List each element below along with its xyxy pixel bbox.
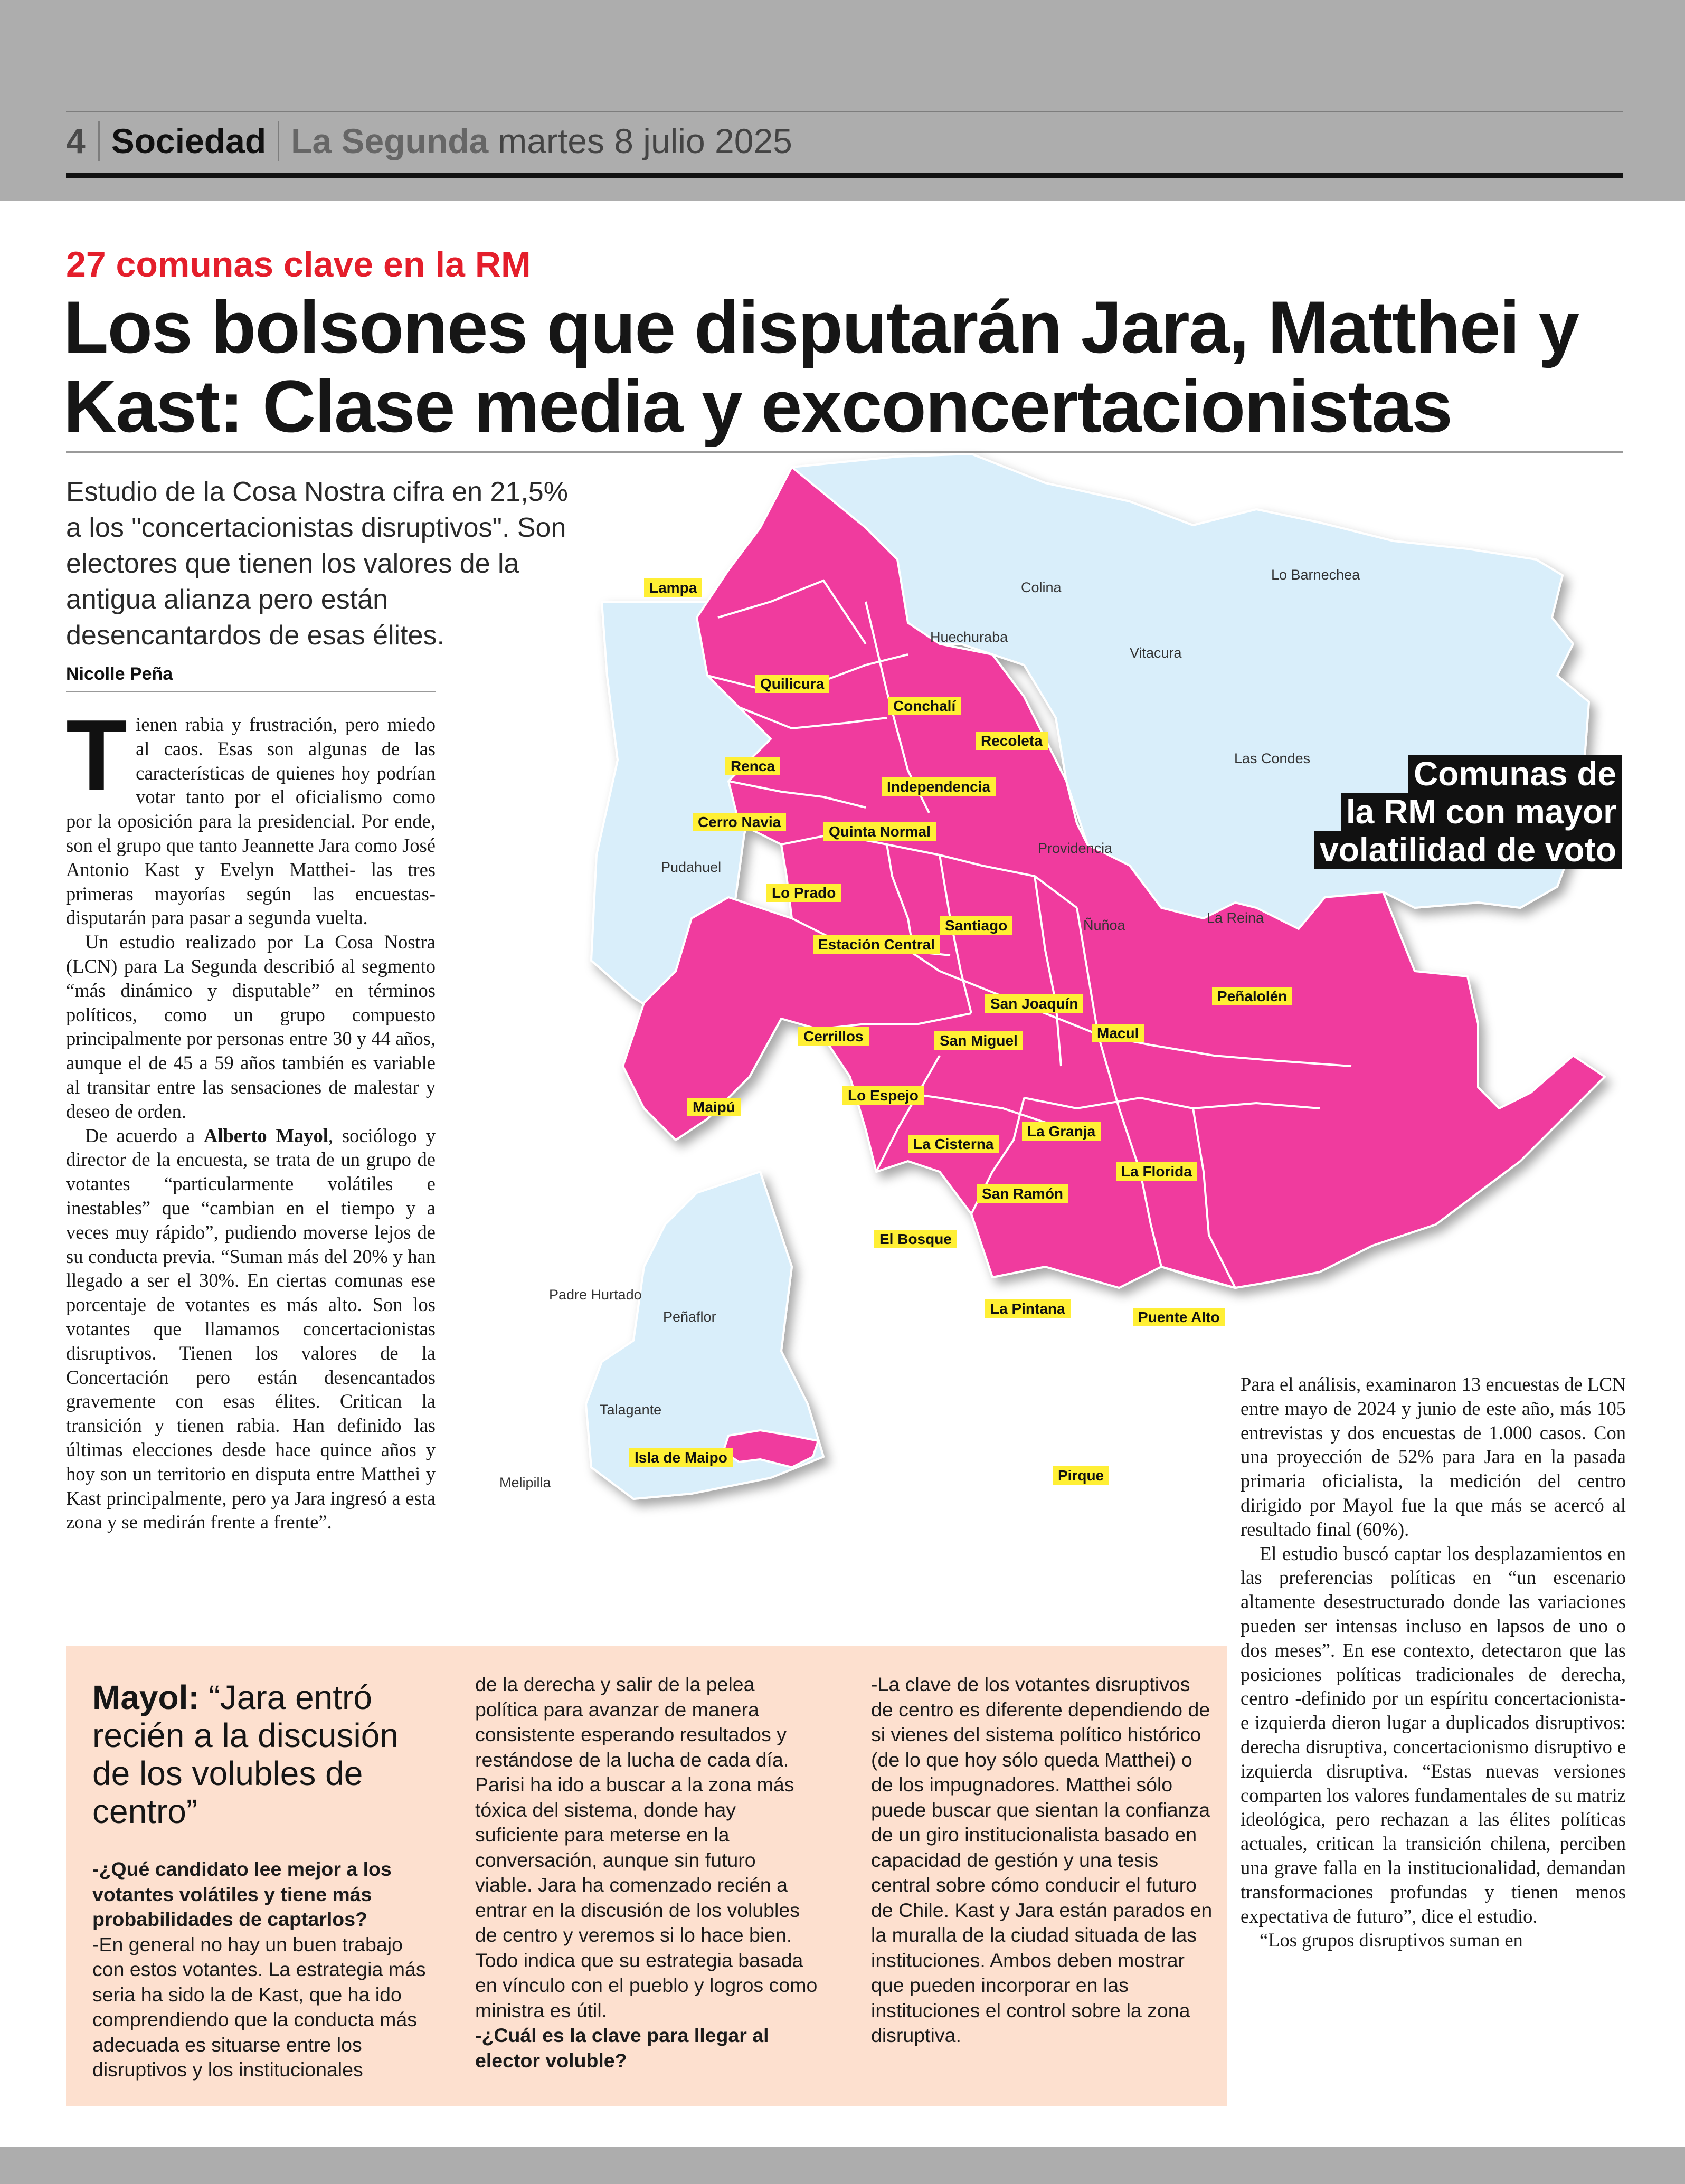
label-penaflor: Peñaflor — [663, 1309, 716, 1325]
label-melipilla: Melipilla — [499, 1475, 551, 1490]
source-name: Alberto Mayol — [204, 1124, 328, 1146]
paragraph — [66, 699, 436, 930]
label-nunoa: Ñuñoa — [1083, 917, 1125, 933]
label-cerro-navia: Cerro Navia — [693, 813, 786, 831]
label-lo-prado: Lo Prado — [766, 884, 841, 902]
answer: -La clave de los votantes disruptivos de centro es diferente dependiendo de si vienes del sistema político histórico (de lo que hoy sólo queda Matthei) o de los impugnadores. Matthei sólo puede buscar que sientan la confianza de un giro institucionalista basado en capacidad de gestión y una tesis central sobre cómo conducir el futuro de Chile. Kast y Jara están parados en la muralla de la ciudad situada de las instituciones. Ambos deben mostrar que pueden incorporar en las instituciones el control sobre la zona disruptiva. — [871, 1673, 1213, 2046]
label-quilicura: Quilicura — [755, 675, 829, 693]
label-independencia: Independencia — [882, 777, 996, 796]
section-name: Sociedad — [100, 121, 279, 161]
paragraph-text: , sociólogo y director de la encuesta, se trata de un grupo de votantes “particularmente volátiles e inestables” que “cambian en el tiempo y a veces muy rápido”, pudiendo moverse lejos de su conducta previa. “Suman más del 20% y han llegado a ser el 30%. En ciertas comunas ese porcentaje de votantes es más alto. Son los votantes que llamamos concertacionistas disruptivos. Tienen los valores de la Concertación pero están desencantados gravemente con esas élites. Critican la transición y tienen rabia. Han definido las últimas elecciones desde hace quince años y hoy son un territorio en disputa entre Matthei y Kast principalmente, pero ya Jara ingresó a esta zona y se medirán frente a frente”. — [66, 1124, 436, 1533]
label-lampa: Lampa — [644, 578, 702, 597]
label-la-florida: La Florida — [1116, 1162, 1197, 1181]
label-colina: Colina — [1021, 580, 1062, 595]
paragraph-text: De acuerdo a — [85, 1124, 204, 1146]
map-title — [1314, 755, 1622, 869]
label-maipu: Maipú — [687, 1098, 741, 1116]
byline: Nicolle Peña — [66, 664, 173, 684]
paragraph: Para el análisis, examinaron 13 encuestas de LCN entre mayo de 2024 y junio de este año, más 105 entrevistas y dos encuestas de 1.000 casos. Con una proyección de 52% para Jara en la pasada primaria oficialista, la medición del centro dirigido por Mayol fue la que más se acercó al resultado final (60%). — [1241, 1373, 1626, 1540]
paragraph: Un estudio realizado por La Cosa Nostra (LCN) para La Segunda describió al segmento “más dinámico y disputable” en términos políticos, como un grupo compuesto principalmente por personas entre 30 y 44 años, aunque el de 45 a 59 años también es variable al transitar entre las sensaciones de malestar y deseo de orden. — [66, 931, 436, 1122]
label-san-miguel: San Miguel — [934, 1031, 1023, 1050]
header-band — [0, 0, 1685, 201]
page-number: 4 — [66, 121, 100, 161]
map-title-line: Comunas de — [1408, 755, 1622, 793]
issue-date: martes 8 julio 2025 — [498, 121, 792, 160]
label-la-granja: La Granja — [1022, 1122, 1101, 1141]
label-quinta-normal: Quinta Normal — [823, 822, 936, 841]
label-la-reina: La Reina — [1207, 910, 1264, 926]
article-body — [66, 699, 436, 1534]
paragraph-text: ienen rabia y frustración, pero miedo al caos. Esas son algunas de las características de quienes hoy podrían votar tanto por el oficialismo como por la oposición para la presidencial. Por ende, son el grupo que tanto Jeannette Jara como José Antonio Kast y Evelyn Matthei- las tres primeras mayorías según las encuestas- disputarán para pasar a segunda vuelta. — [66, 714, 436, 929]
paragraph — [66, 1124, 436, 1535]
headline: Los bolsones que disputarán Jara, Matthei y Kast: Clase media y exconcertacionistas — [63, 286, 1579, 448]
interview-headline — [92, 1678, 420, 1830]
label-macul: Macul — [1092, 1024, 1144, 1042]
label-penalolen: Peñalolén — [1212, 987, 1292, 1005]
label-la-pintana: La Pintana — [985, 1299, 1071, 1318]
folio — [66, 117, 792, 165]
interview-name: Mayol: — [92, 1678, 200, 1716]
paragraph: “Los grupos disruptivos suman en — [1260, 1929, 1523, 1951]
label-huechuraba: Huechuraba — [930, 629, 1008, 645]
kicker: 27 comunas clave en la RM — [66, 244, 531, 284]
label-san-ramon: San Ramón — [977, 1184, 1068, 1203]
paragraph: El estudio buscó captar los desplazamientos en las preferencias políticas en “un escenario altamente desestructurado donde las variaciones pueden ser intensas incluso en lapsos de uno o dos meses”. En ese contexto, detectaron que las posiciones políticas tradicionales de derecha, centro -definido por un espíritu concertacionista- e izquierda dieron lugar a duplicados disruptivos: derecha disruptiva, concertacionismo disruptivo e izquierda disruptiva. “Estas nuevas versiones comparten los valores fundamentales de su matriz ideológica, pero rechazan a las élites políticas actuales, critican la transición chilena, perciben una grave falla en la institucionalidad, demandan transformaciones profundas y tienen menos expectativa de futuro”, dice el estudio. — [1241, 1542, 1626, 1927]
interview-col-3 — [871, 1672, 1214, 2048]
footer-band — [0, 2147, 1685, 2184]
deck: Estudio de la Cosa Nostra cifra en 21,5% a los "concertacionistas disruptivos". Son electores que tienen los valores de la antigua alianza pero están desencantardos de esas élites. — [66, 477, 568, 651]
byline-rule — [66, 691, 436, 692]
label-las-condes: Las Condes — [1234, 751, 1311, 766]
label-isla-de-maipo: Isla de Maipo — [629, 1448, 733, 1467]
label-padre-hurtado: Padre Hurtado — [549, 1287, 642, 1303]
article-body-right — [1241, 1372, 1626, 1952]
label-santiago: Santiago — [940, 916, 1012, 935]
label-cerrillos: Cerrillos — [798, 1027, 869, 1046]
folio-rule — [66, 111, 1623, 112]
map-title-line: volatilidad de voto — [1314, 831, 1622, 869]
label-recoleta: Recoleta — [976, 732, 1048, 750]
label-el-bosque: El Bosque — [874, 1230, 957, 1248]
label-la-cisterna: La Cisterna — [908, 1135, 999, 1153]
header-rule — [66, 173, 1623, 178]
answer: -En general no hay un buen trabajo con estos votantes. La estrategia más seria ha sido la de Kast, que ha ido comprendiendo que la conducta más adecuada es situarse entre los disruptivos y los institucionales — [92, 1933, 426, 2081]
question: -¿Qué candidato lee mejor a los votantes volátiles y tiene más probabilidades de captarlos? — [92, 1858, 392, 1930]
label-vitacura: Vitacura — [1130, 645, 1182, 661]
label-renca: Renca — [725, 757, 780, 775]
newspaper-name: La Segunda — [291, 121, 489, 160]
label-talagante: Talagante — [600, 1402, 662, 1418]
map-title-line: la RM con mayor — [1341, 793, 1622, 831]
label-lo-barnechea: Lo Barnechea — [1271, 567, 1360, 583]
answer: de la derecha y salir de la pelea política para avanzar de manera consistente esperando resultados y restándose de la lucha de cada día. Parisi ha ido a buscar a la zona más tóxica del sistema, donde hay suficiente para meterse en la conversación, aunque sin futuro viable. Jara ha comenzado recién a entrar en la discusión de los volubles de centro y veremos si lo hace bien. Todo indica que su estrategia basada en vínculo con el pueblo y logros como ministra es útil. — [475, 1673, 818, 2021]
interview-col-1 — [92, 1857, 430, 2083]
interview-box — [66, 1646, 1227, 2106]
question: -¿Cuál es la clave para llegar al elector voluble? — [475, 2024, 769, 2072]
label-estacion-central: Estación Central — [813, 935, 940, 954]
interview-quote: “Jara entró recién a la discusión de los volubles de centro” — [92, 1678, 399, 1830]
label-san-joaquin: San Joaquín — [985, 994, 1083, 1013]
label-pirque: Pirque — [1053, 1466, 1109, 1485]
label-conchali: Conchalí — [888, 697, 961, 715]
interview-col-2 — [475, 1672, 818, 2073]
drop-cap: T — [66, 699, 128, 811]
label-lo-espejo: Lo Espejo — [843, 1086, 924, 1105]
label-puente-alto: Puente Alto — [1133, 1308, 1225, 1326]
label-providencia: Providencia — [1038, 840, 1113, 856]
label-pudahuel: Pudahuel — [661, 859, 722, 875]
